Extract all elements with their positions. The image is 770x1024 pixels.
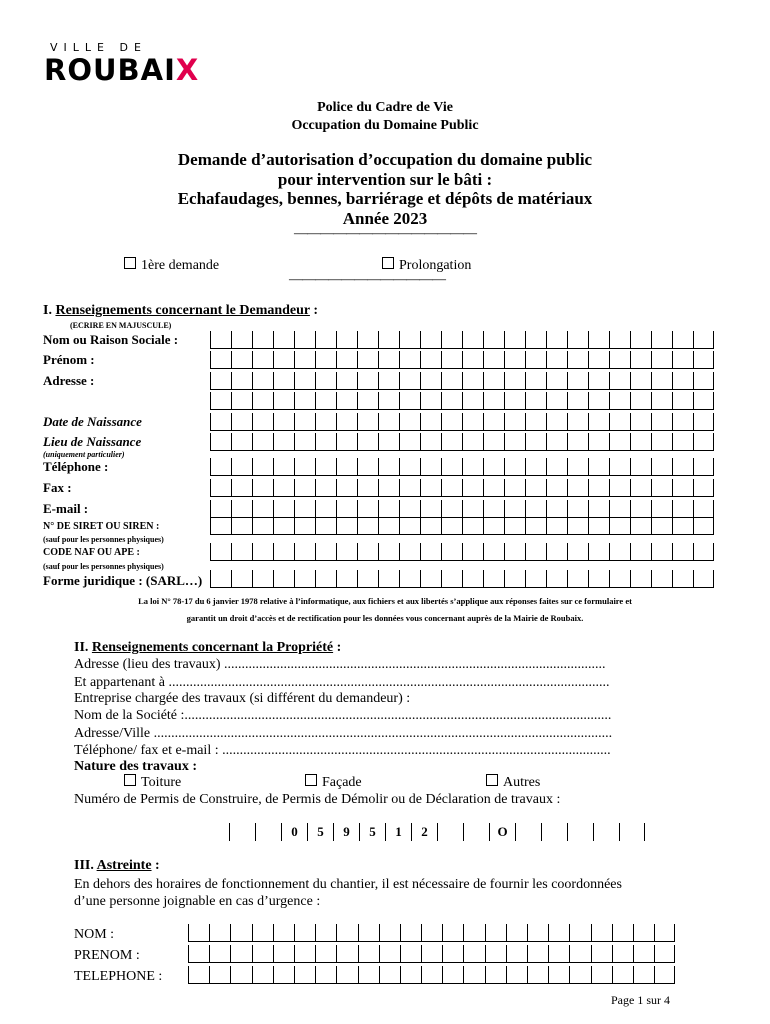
form-title-line1: Demande d’autorisation d’occupation du domaine public (177, 150, 593, 169)
checkbox-extension[interactable] (382, 257, 394, 269)
field-company-contact[interactable]: Téléphone/ fax et e-mail : ............................................................................................................... (74, 743, 611, 758)
form-title-line3: Echafaudages, bennes, barriérage et dépôts de matériaux (177, 189, 593, 208)
form-title-year: Année 2023 (342, 209, 428, 228)
section3-colon: : (151, 858, 160, 873)
input-emergency-phone[interactable] (188, 966, 675, 984)
input-birthdate[interactable] (210, 413, 714, 431)
section3-title (74, 858, 160, 874)
field-company-city[interactable]: Adresse/Ville ................................................................................................................................... (74, 726, 613, 741)
label-legal-form: Forme juridique : (SARL…) (43, 573, 203, 588)
input-address-line1[interactable] (210, 372, 714, 390)
option-facade[interactable] (305, 774, 362, 791)
legal-note-line2: garantit un droit d’accès et de rectification pour les données vous concernant auprès de la Mairie de Roubaix. (186, 613, 584, 623)
input-fax[interactable] (210, 479, 714, 497)
header-service: Police du Cadre de Vie (317, 100, 453, 115)
section1-subtitle: (ECRIRE EN MAJUSCULE) (70, 321, 172, 330)
permit-number-grid[interactable] (229, 823, 645, 841)
option-facade-label: Façade (322, 775, 362, 790)
permit-cell[interactable]: 1 (385, 823, 411, 841)
form-title-line2: pour intervention sur le bâti : (277, 170, 493, 189)
permit-cell[interactable] (437, 823, 463, 841)
checkbox-facade[interactable] (305, 774, 317, 786)
label-permit-number: Numéro de Permis de Construire, de Permis de Démolir ou de Déclaration de travaux : (74, 792, 561, 807)
title-separator: —————————————— (294, 226, 476, 241)
page-number: Page 1 sur 4 (611, 993, 670, 1007)
permit-cell[interactable] (229, 823, 255, 841)
legal-note-line1: La loi N° 78-17 du 6 janvier 1978 relative à l’informatique, aux fichiers et aux libertés s’applique aux réponses faites sur ce formulaire et (138, 596, 632, 606)
field-company-name[interactable]: Nom de la Société :.......................................................................................................................... (74, 708, 612, 723)
option-first-request[interactable] (124, 257, 219, 274)
permit-cell[interactable]: 2 (411, 823, 437, 841)
option-other-label: Autres (503, 775, 541, 790)
label-name: Nom ou Raison Sociale : (43, 332, 179, 347)
label-company: Entreprise chargée des travaux (si différent du demandeur) : (74, 691, 411, 706)
note-naf: (sauf pour les personnes physiques) (43, 562, 164, 571)
logo-roubaix (44, 53, 199, 87)
input-firstname[interactable] (210, 351, 714, 369)
input-address-line2[interactable] (210, 392, 714, 410)
section3-text-line1: En dehors des horaires de fonctionnement du chantier, il est nécessaire de fournir les coordonnées (74, 877, 622, 892)
option-first-request-label: 1ère demande (141, 258, 220, 273)
permit-cell[interactable]: 0 (281, 823, 307, 841)
permit-cell[interactable] (515, 823, 541, 841)
permit-cell[interactable]: 5 (307, 823, 333, 841)
section2-colon: : (333, 640, 342, 655)
permit-cell[interactable]: 5 (359, 823, 385, 841)
checkbox-first-request[interactable] (124, 257, 136, 269)
label-birthdate: Date de Naissance (43, 414, 142, 429)
options-separator: ———————————— (289, 272, 445, 287)
input-name[interactable] (210, 331, 714, 349)
field-works-address[interactable]: Adresse (lieu des travaux) ............................................................................................................. (74, 657, 606, 672)
label-phone: Téléphone : (43, 459, 109, 474)
note-siret: (sauf pour les personnes physiques) (43, 535, 164, 544)
option-roof-label: Toiture (141, 775, 182, 790)
label-firstname: Prénom : (43, 352, 95, 367)
option-extension-label: Prolongation (399, 258, 472, 273)
input-phone[interactable] (210, 458, 714, 476)
logo-text: ROUBAIX (44, 53, 200, 87)
input-birthplace[interactable] (210, 433, 714, 451)
section1-title (43, 303, 318, 319)
note-birth: (uniquement particulier) (43, 450, 125, 459)
section1-number: I. (43, 303, 52, 318)
label-address: Adresse : (43, 373, 95, 388)
checkbox-other[interactable] (486, 774, 498, 786)
label-email: E-mail : (43, 501, 89, 516)
input-emergency-firstname[interactable] (188, 945, 675, 963)
permit-cell[interactable] (255, 823, 281, 841)
label-emergency-firstname: PRENOM : (74, 948, 140, 963)
label-works-nature: Nature des travaux : (74, 759, 198, 774)
input-legal-form[interactable] (210, 570, 714, 588)
option-roof[interactable] (124, 774, 181, 791)
section3-text-line2: d’une personne joignable en cas d’urgence : (74, 894, 321, 909)
input-email[interactable] (210, 500, 714, 518)
option-other[interactable] (486, 774, 540, 791)
section1-colon: : (309, 303, 319, 318)
input-naf[interactable] (210, 543, 714, 561)
section2-heading: Renseignements concernant la Propriété (91, 640, 334, 655)
permit-cell[interactable] (541, 823, 567, 841)
label-naf: CODE NAF OU APE : (43, 547, 140, 558)
section1-heading: Renseignements concernant le Demandeur (55, 303, 310, 318)
section2-number: II. (74, 640, 89, 655)
label-emergency-name: NOM : (74, 927, 115, 942)
label-fax: Fax : (43, 480, 72, 495)
checkbox-roof[interactable] (124, 774, 136, 786)
input-siret[interactable] (210, 517, 714, 535)
permit-cell[interactable] (619, 823, 645, 841)
input-emergency-name[interactable] (188, 924, 675, 942)
logo-accent-letter: X (175, 53, 200, 87)
label-emergency-phone: TELEPHONE : (74, 969, 163, 984)
field-owner[interactable]: Et appartenant à .............................................................................................................................. (74, 675, 610, 690)
permit-cell[interactable] (567, 823, 593, 841)
section3-number: III. (74, 858, 94, 873)
permit-cell[interactable] (463, 823, 489, 841)
permit-cell[interactable] (593, 823, 619, 841)
header-department: Occupation du Domaine Public (291, 118, 479, 133)
section2-title (74, 640, 341, 656)
permit-cell[interactable]: 9 (333, 823, 359, 841)
logo-city-label: VILLE DE (50, 41, 147, 54)
label-birthplace: Lieu de Naissance (43, 434, 142, 449)
permit-cell[interactable]: O (489, 823, 515, 841)
label-siret: N° DE SIRET OU SIREN : (43, 521, 160, 532)
section3-heading: Astreinte (96, 858, 152, 873)
